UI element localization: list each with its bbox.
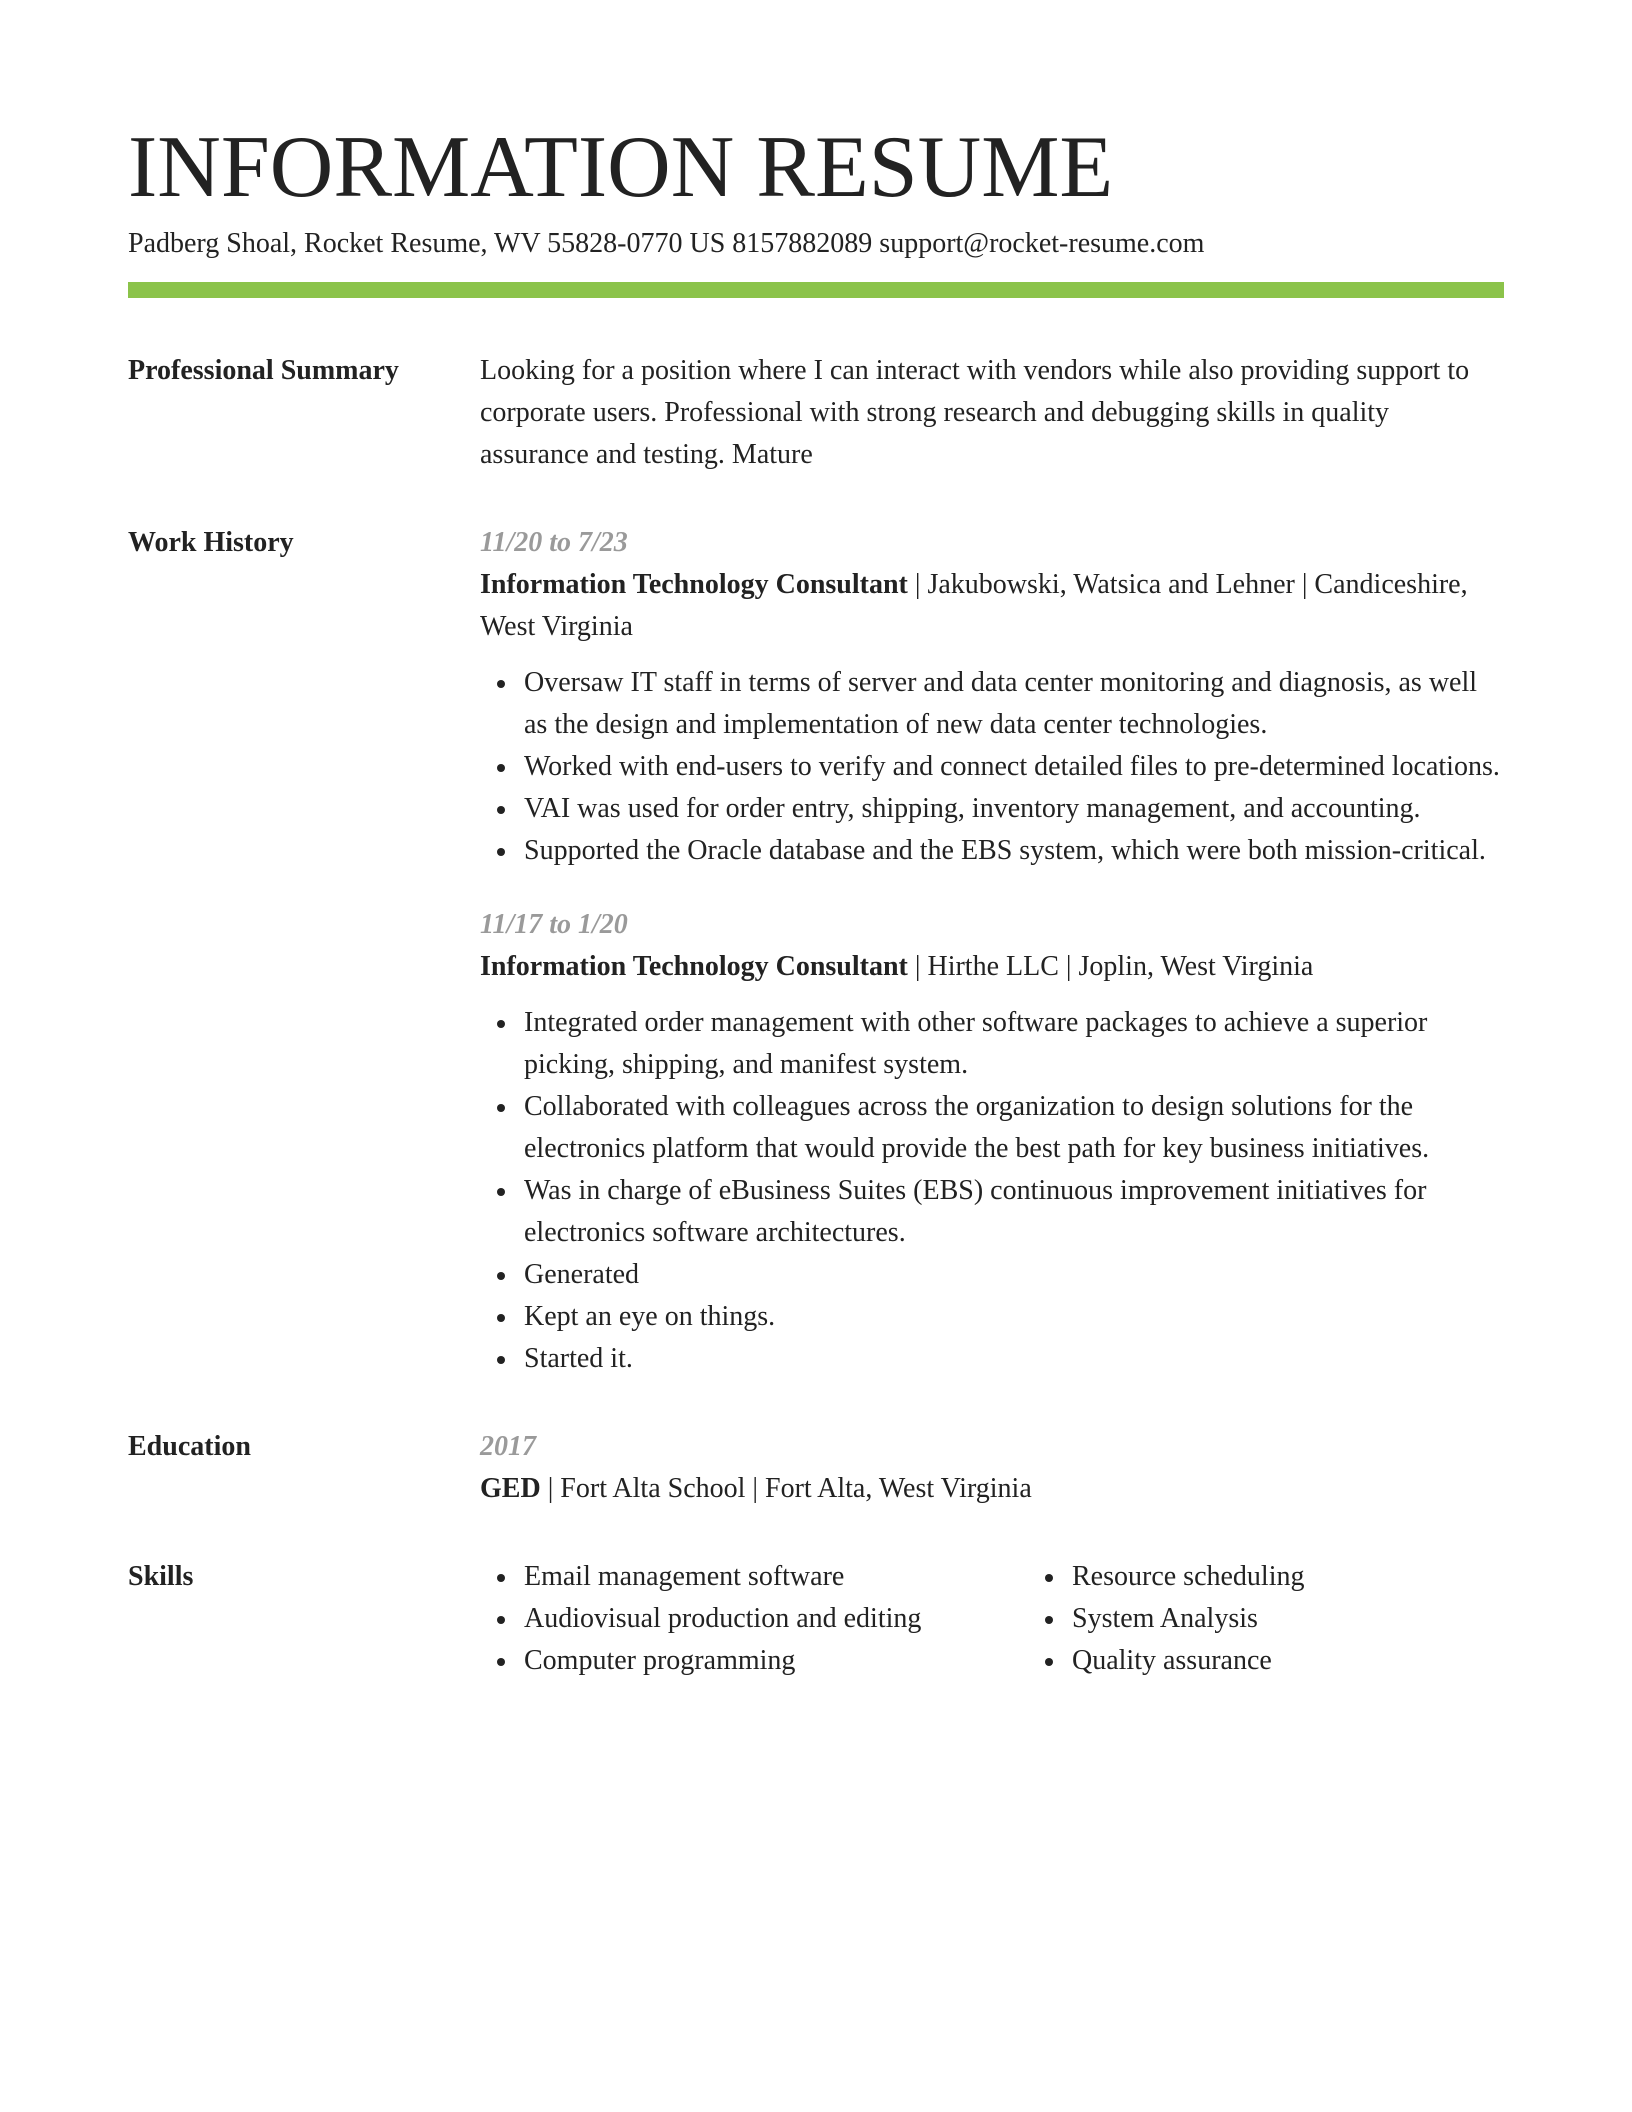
job-entry — [480, 522, 1504, 872]
job-dates: 11/17 to 1/20 — [480, 909, 628, 940]
skill-item: Resource scheduling — [1072, 1556, 1552, 1598]
job-title-line — [480, 564, 1504, 648]
job-details: | Jakubowski, Watsica and Lehner | Candiceshire, West Virginia — [480, 569, 1468, 642]
list-item: Collaborated with colleagues across the organization to design solutions for the electronics platform that would provide the best path for key business initiatives. — [524, 1086, 1504, 1170]
education-year: 2017 — [480, 1431, 536, 1462]
education-details: | Fort Alta School | Fort Alta, West Virginia — [540, 1473, 1032, 1504]
skill-item: Quality assurance — [1072, 1640, 1552, 1682]
job-bullets — [480, 1002, 1504, 1380]
skill-item: Computer programming — [524, 1640, 1028, 1682]
section-label-work-history: Work History — [128, 527, 294, 558]
job-title-line — [480, 946, 1504, 988]
job-role: Information Technology Consultant — [480, 951, 908, 982]
education-line — [480, 1468, 1504, 1510]
list-item: Kept an eye on things. — [524, 1296, 1504, 1338]
job-role: Information Technology Consultant — [480, 569, 908, 600]
skills-columns — [480, 1556, 1552, 1682]
job-entry — [480, 904, 1504, 1380]
section-label-skills: Skills — [128, 1561, 194, 1592]
list-item: Generated — [524, 1254, 1504, 1296]
skill-item: Email management software — [524, 1556, 1028, 1598]
accent-divider — [128, 282, 1504, 298]
summary-text: Looking for a position where I can interact with vendors while also providing support to corporate users. Professional with strong research and debugging skills in quality assurance and testing. Mature — [480, 355, 1470, 470]
list-item: VAI was used for order entry, shipping, inventory management, and accounting. — [524, 788, 1504, 830]
skills-list-right — [1028, 1556, 1552, 1682]
section-label-summary: Professional Summary — [128, 355, 399, 386]
section-label-education: Education — [128, 1431, 251, 1462]
list-item: Worked with end-users to verify and connect detailed files to pre-determined locations. — [524, 746, 1504, 788]
skills-list-left — [480, 1556, 1028, 1682]
job-dates: 11/20 to 7/23 — [480, 527, 628, 558]
resume-title: INFORMATION RESUME — [128, 119, 1114, 216]
skills-section — [128, 1556, 1504, 1682]
list-item: Integrated order management with other software packages to achieve a superior picking, shipping, and manifest system. — [524, 1002, 1504, 1086]
job-details: | Hirthe LLC | Joplin, West Virginia — [907, 951, 1314, 982]
job-bullets — [480, 662, 1504, 872]
work-history-section — [128, 522, 1504, 1380]
summary-section — [128, 350, 1504, 476]
skill-item: Audiovisual production and editing — [524, 1598, 1028, 1640]
list-item: Oversaw IT staff in terms of server and data center monitoring and diagnosis, as well as the design and implementation of new data center technologies. — [524, 662, 1504, 746]
education-degree: GED — [480, 1473, 541, 1504]
contact-line: Padberg Shoal, Rocket Resume, WV 55828-0770 US 8157882089 support@rocket-resume.com — [128, 228, 1205, 259]
list-item: Supported the Oracle database and the EBS system, which were both mission-critical. — [524, 830, 1504, 872]
education-section — [128, 1426, 1504, 1510]
skill-item: System Analysis — [1072, 1598, 1552, 1640]
list-item: Was in charge of eBusiness Suites (EBS) continuous improvement initiatives for electronics software architectures. — [524, 1170, 1504, 1254]
list-item: Started it. — [524, 1338, 1504, 1380]
